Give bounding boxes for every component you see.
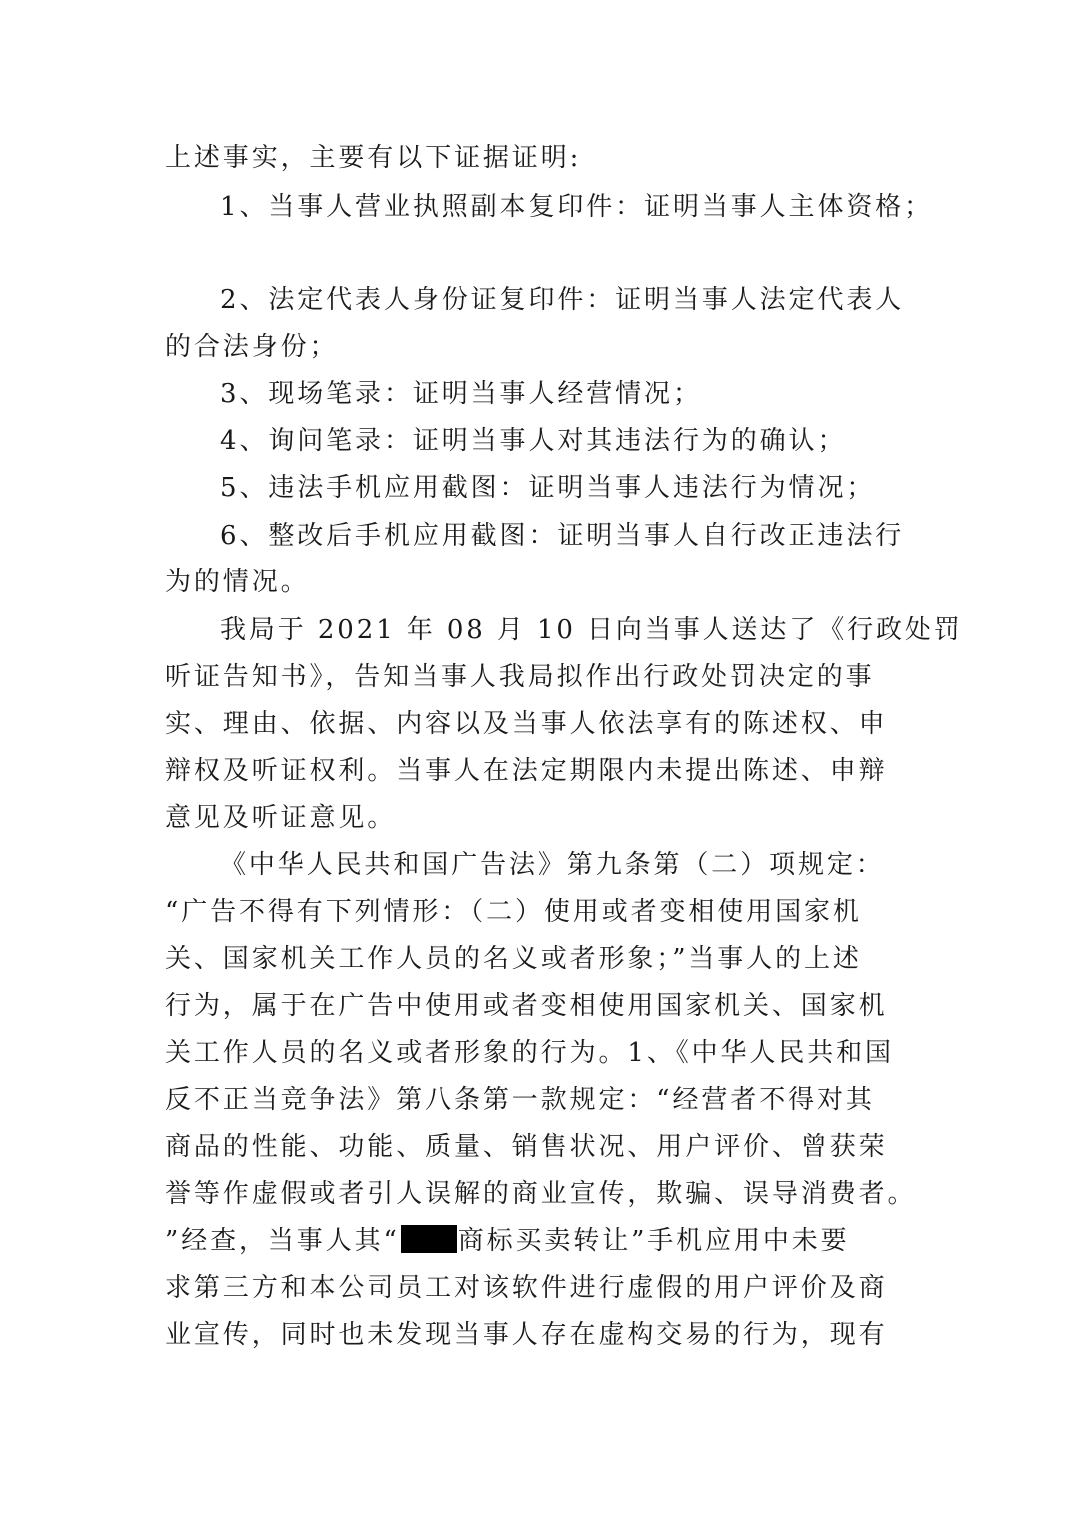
text-line: 关、国家机关工作人员的名义或者形象；”当事人的上述 [165, 944, 862, 974]
paragraph-start: 《中华人民共和国广告法》第九条第（二）项规定： [220, 850, 885, 880]
text-after-redaction: 商标买卖转让”手机应用中未要 [457, 1226, 850, 1256]
text-line: 行为，属于在广告中使用或者变相使用国家机关、国家机 [165, 991, 888, 1021]
text-line: 的合法身份； [165, 332, 339, 362]
text-line: 实、理由、依据、内容以及当事人依法享有的陈述权、申 [165, 709, 888, 739]
paragraph-start: 我局于 2021 年 08 月 10 日向当事人送达了《行政处罚 [220, 615, 963, 645]
text-line: 辩权及听证权利。当事人在法定期限内未提出陈述、申辩 [165, 756, 888, 786]
text-line: 为的情况。 [165, 567, 310, 597]
evidence-item-6: 6、整改后手机应用截图：证明当事人自行改正违法行 [220, 521, 905, 551]
evidence-item-3: 3、现场笔录：证明当事人经营情况； [220, 379, 702, 409]
text-line: 业宣传，同时也未发现当事人存在虚构交易的行为，现有 [165, 1320, 888, 1350]
text-line: 听证告知书》，告知当事人我局拟作出行政处罚决定的事 [165, 662, 875, 692]
evidence-item-4: 4、询问笔录：证明当事人对其违法行为的确认； [220, 426, 847, 456]
text-line: “广告不得有下列情形：（二）使用或者变相使用国家机 [165, 897, 862, 927]
text-before-redaction: ”经查，当事人其“ [165, 1226, 400, 1256]
evidence-item-5: 5、违法手机应用截图：证明当事人违法行为情况； [220, 473, 876, 503]
text-line: 反不正当竞争法》第八条第一款规定：“经营者不得对其 [165, 1085, 875, 1115]
text-line: 求第三方和本公司员工对该软件进行虚假的用户评价及商 [165, 1273, 888, 1303]
text-line: 誉等作虚假或者引人误解的商业宣传，欺骗、误导消费者。 [165, 1179, 917, 1209]
text-line-redacted [165, 1223, 850, 1259]
redaction-box [401, 1225, 457, 1253]
text-line: 意见及听证意见。 [165, 803, 397, 833]
text-line: 商品的性能、功能、质量、销售状况、用户评价、曾获荣 [165, 1132, 888, 1162]
evidence-item-2: 2、法定代表人身份证复印件：证明当事人法定代表人 [220, 285, 905, 315]
text-line: 关工作人员的名义或者形象的行为。1、《中华人民共和国 [165, 1038, 894, 1068]
text-line: 上述事实，主要有以下证据证明: [165, 143, 582, 173]
evidence-item-1: 1、当事人营业执照副本复印件：证明当事人主体资格； [220, 192, 934, 222]
